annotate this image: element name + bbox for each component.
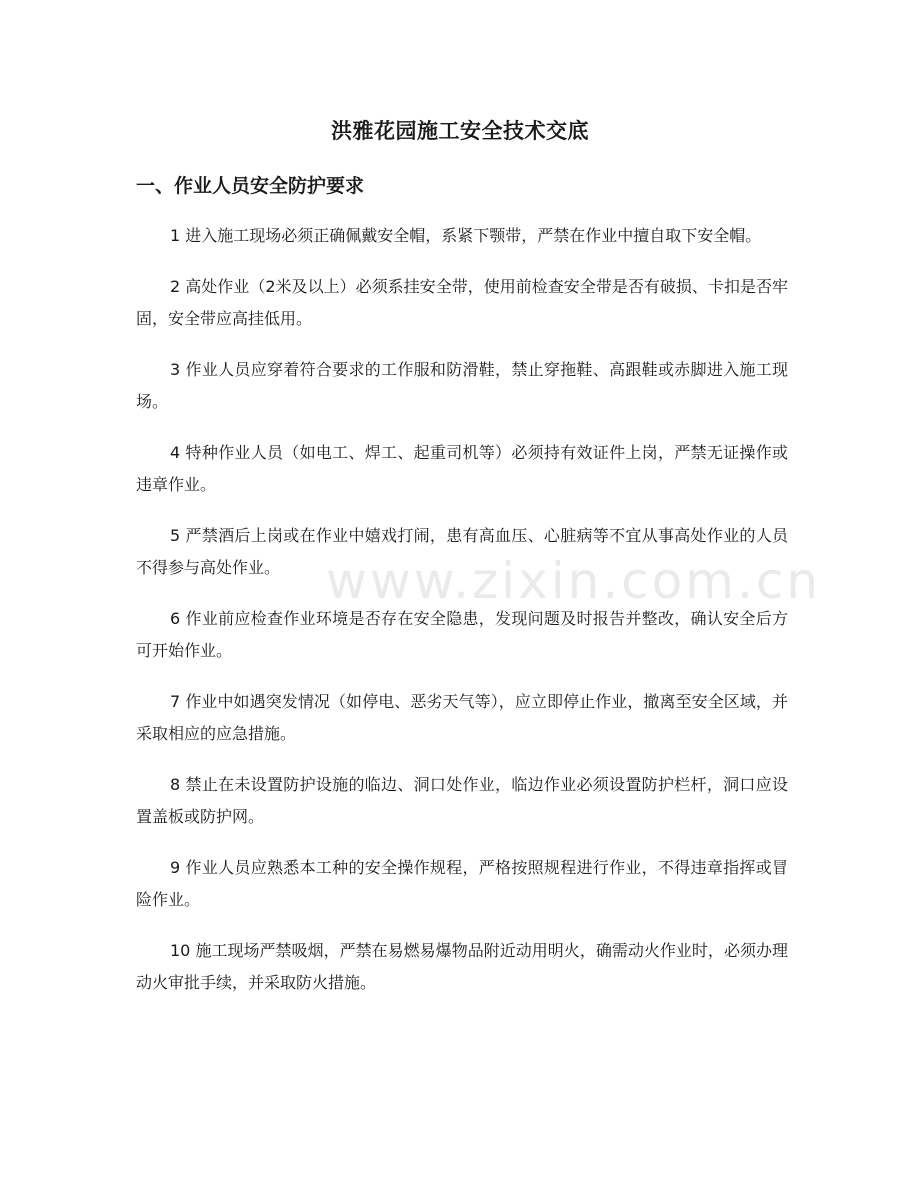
requirement-item: 1 进入施工现场必须正确佩戴安全帽，系紧下颚带，严禁在作业中擅自取下安全帽。 bbox=[170, 226, 762, 245]
requirement-item: 7 作业中如遇突发情况（如停电、恶劣天气等），应立即停止作业，撤离至安全区域，并采取相应的应急措施。 bbox=[136, 692, 788, 743]
requirement-item: 5 严禁酒后上岗或在作业中嬉戏打闹，患有高血压、心脏病等不宜从事高处作业的人员不得参与高处作业。 bbox=[136, 526, 788, 577]
requirement-item: 10 施工现场严禁吸烟，严禁在易燃易爆物品附近动用明火，确需动火作业时，必须办理动火审批手续，并采取防火措施。 bbox=[136, 941, 788, 992]
requirement-item: 2 高处作业（2米及以上）必须系挂安全带，使用前检查安全带是否有破损、卡扣是否牢固，安全带应高挂低用。 bbox=[136, 277, 788, 328]
requirement-item: 6 作业前应检查作业环境是否存在安全隐患，发现问题及时报告并整改，确认安全后方可开始作业。 bbox=[136, 609, 788, 660]
requirement-list bbox=[136, 220, 788, 1018]
requirement-item: 9 作业人员应熟悉本工种的安全操作规程，严格按照规程进行作业，不得违章指挥或冒险作业。 bbox=[136, 858, 788, 909]
requirement-item: 3 作业人员应穿着符合要求的工作服和防滑鞋，禁止穿拖鞋、高跟鞋或赤脚进入施工现场。 bbox=[136, 360, 788, 411]
section-heading: 一、作业人员安全防护要求 bbox=[136, 175, 365, 197]
requirement-item: 4 特种作业人员（如电工、焊工、起重司机等）必须持有效证件上岗，严禁无证操作或违章作业。 bbox=[136, 443, 788, 494]
page-title: 洪雅花园施工安全技术交底 bbox=[331, 119, 589, 143]
watermark: www.zixin.com.cn bbox=[326, 552, 822, 610]
requirement-item: 8 禁止在未设置防护设施的临边、洞口处作业，临边作业必须设置防护栏杆，洞口应设置盖板或防护网。 bbox=[136, 775, 788, 826]
